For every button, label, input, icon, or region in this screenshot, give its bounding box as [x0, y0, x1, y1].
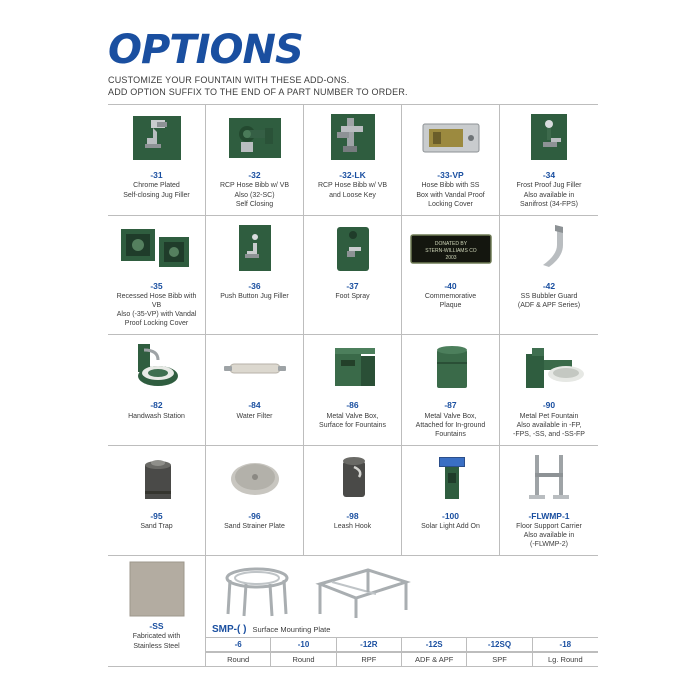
smp-label: SMP-( ) — [212, 624, 247, 636]
option-code: -82 — [150, 400, 163, 411]
option-desc: Floor Support Carrier Also available in (-FLWMP-2) — [516, 522, 582, 549]
option-cell — [206, 335, 304, 445]
option-cell — [108, 216, 206, 336]
option-desc: Sand Trap — [140, 522, 173, 530]
option-desc: Metal Valve Box, Surface for Fountains — [319, 412, 386, 429]
option-desc: SS Bubbler Guard (ADF & APF Series) — [517, 292, 581, 310]
option-code: -32-LK — [339, 170, 366, 181]
page-subtitle-line2: ADD OPTION SUFFIX TO THE END OF A PART NUMBER TO ORDER. — [108, 87, 408, 98]
smp-illustrations — [206, 560, 598, 622]
smp-header — [206, 624, 598, 635]
option-desc: Metal Pet Fountain Also available in -FP, -FPS, -SS, and -SS-FP — [513, 412, 585, 438]
option-cell — [500, 335, 598, 445]
smp-col-code: -10 — [271, 638, 336, 651]
option-desc: Frost Proof Jug Filler Also available in Sanifrost (34-FPS) — [516, 182, 582, 208]
option-code: -86 — [346, 400, 359, 411]
option-cell — [304, 446, 402, 556]
leash-hook-icon — [307, 450, 399, 508]
bubbler-guard-icon — [503, 220, 595, 278]
option-code: -84 — [248, 400, 261, 411]
recessed-hose-bibb-icon — [111, 220, 203, 278]
option-cell — [402, 216, 500, 336]
option-code: -37 — [346, 280, 359, 291]
option-desc: Sand Strainer Plate — [224, 522, 285, 530]
option-desc: RCP Hose Bibb w/ VB and Loose Key — [317, 182, 388, 199]
smp-col-code: -12S — [402, 638, 467, 651]
option-desc: Push Button Jug Filler — [220, 292, 289, 300]
option-desc: Foot Spray — [335, 292, 370, 300]
option-desc: Solar Light Add On — [421, 522, 480, 530]
option-cell — [206, 216, 304, 336]
hose-bibb-icon — [209, 109, 301, 167]
option-cell — [402, 105, 500, 215]
foot-spray-icon — [307, 220, 399, 278]
metal-valve-box-surface-icon — [307, 339, 399, 397]
page-subtitle-line1: CUSTOMIZE YOUR FOUNTAIN WITH THESE ADD-ONS. — [108, 75, 350, 85]
hose-bibb-ss-box-icon — [405, 109, 497, 167]
option-desc: Chrome Plated Self-closing Jug Filler — [123, 182, 190, 199]
commemorative-plaque-icon — [405, 220, 497, 278]
option-code: -34 — [542, 170, 556, 181]
option-cell — [108, 446, 206, 556]
water-filter-icon — [209, 339, 301, 397]
svg-text:2003: 2003 — [444, 254, 457, 261]
jug-filler-icon — [111, 109, 203, 167]
smp-square-plate-icon — [306, 562, 416, 622]
sand-trap-icon — [111, 450, 203, 508]
option-code: -35 — [150, 280, 163, 291]
solar-light-icon — [405, 450, 497, 508]
option-cell — [500, 105, 598, 215]
sand-strainer-plate-icon — [209, 450, 301, 508]
option-code: -98 — [346, 510, 359, 521]
option-cell — [206, 446, 304, 556]
pet-fountain-icon — [503, 339, 595, 397]
smp-col-desc: Round — [206, 652, 271, 666]
smp-col-code: -12R — [337, 638, 402, 651]
frost-proof-jug-filler-icon — [503, 109, 595, 167]
option-code: -42 — [542, 280, 556, 291]
option-code: -90 — [542, 400, 556, 411]
option-cell — [500, 216, 598, 336]
option-code: -40 — [444, 280, 457, 291]
option-code: -32 — [248, 170, 261, 181]
option-cell — [402, 446, 500, 556]
floor-support-carrier-icon — [503, 450, 595, 508]
options-grid — [108, 104, 598, 556]
option-desc: Hose Bibb with SS Box with Vandal Proof Locking Cover — [416, 182, 485, 208]
smp-col-code: -6 — [206, 638, 271, 651]
page-header — [108, 27, 598, 98]
option-cell — [500, 446, 598, 556]
option-code: -36 — [248, 280, 261, 291]
option-desc: Commemorative Plaque — [424, 292, 477, 310]
smp-col-desc: RPF — [337, 652, 402, 666]
smp-round-plate-icon — [212, 562, 302, 622]
option-desc: Handwash Station — [128, 412, 185, 420]
smp-col-code: -18 — [559, 640, 572, 650]
option-code: -96 — [248, 510, 261, 521]
handwash-station-icon — [111, 339, 203, 397]
smp-caption: Surface Mounting Plate — [252, 625, 331, 635]
option-desc: Metal Valve Box, Attached for In-ground Fountains — [415, 412, 486, 438]
smp-table-row2 — [206, 651, 598, 666]
option-code: -31 — [150, 170, 163, 181]
page-title: OPTIONS — [108, 27, 303, 73]
option-desc: Water Filter — [236, 412, 273, 420]
svg-text:DONATED BY: DONATED BY — [434, 240, 467, 247]
option-code: -SS — [149, 621, 164, 632]
smp-section — [206, 556, 598, 666]
smp-col-desc: SPF — [467, 652, 532, 666]
option-cell — [304, 216, 402, 336]
option-cell — [108, 105, 206, 215]
hose-bibb-loose-key-icon — [307, 109, 399, 167]
option-cell — [304, 335, 402, 445]
option-desc: Recessed Hose Bibb with VB Also (-35-VP) with Vandal Proof Locking Cover — [116, 292, 197, 328]
option-code: -100 — [441, 510, 459, 521]
smp-col-desc: ADF & APF — [402, 652, 467, 666]
option-code: -FLWMP-1 — [528, 510, 570, 521]
smp-col-code: -12SQ — [467, 638, 532, 651]
option-cell-ss — [108, 556, 206, 666]
option-code: -87 — [444, 400, 457, 411]
option-cell — [304, 105, 402, 215]
option-cell — [402, 335, 500, 445]
smp-table — [206, 637, 598, 651]
option-desc: RCP Hose Bibb w/ VB Also (32-SC) Self Closing — [219, 182, 290, 208]
smp-col-desc: Lg. Round — [533, 652, 598, 666]
metal-valve-box-inground-icon — [405, 339, 497, 397]
option-code: -95 — [150, 510, 163, 521]
smp-col-desc: Round — [271, 652, 336, 666]
stainless-steel-panel-icon — [111, 560, 203, 618]
option-cell — [108, 335, 206, 445]
svg-text:STERN-WILLIAMS CO: STERN-WILLIAMS CO — [424, 247, 477, 254]
bottom-section — [108, 556, 598, 667]
option-cell — [206, 105, 304, 215]
page-content — [108, 27, 598, 680]
option-desc: Leash Hook — [333, 522, 372, 530]
push-button-jug-filler-icon — [209, 220, 301, 278]
option-code: -33-VP — [437, 170, 464, 181]
option-desc: Fabricated with Stainless Steel — [132, 633, 181, 650]
